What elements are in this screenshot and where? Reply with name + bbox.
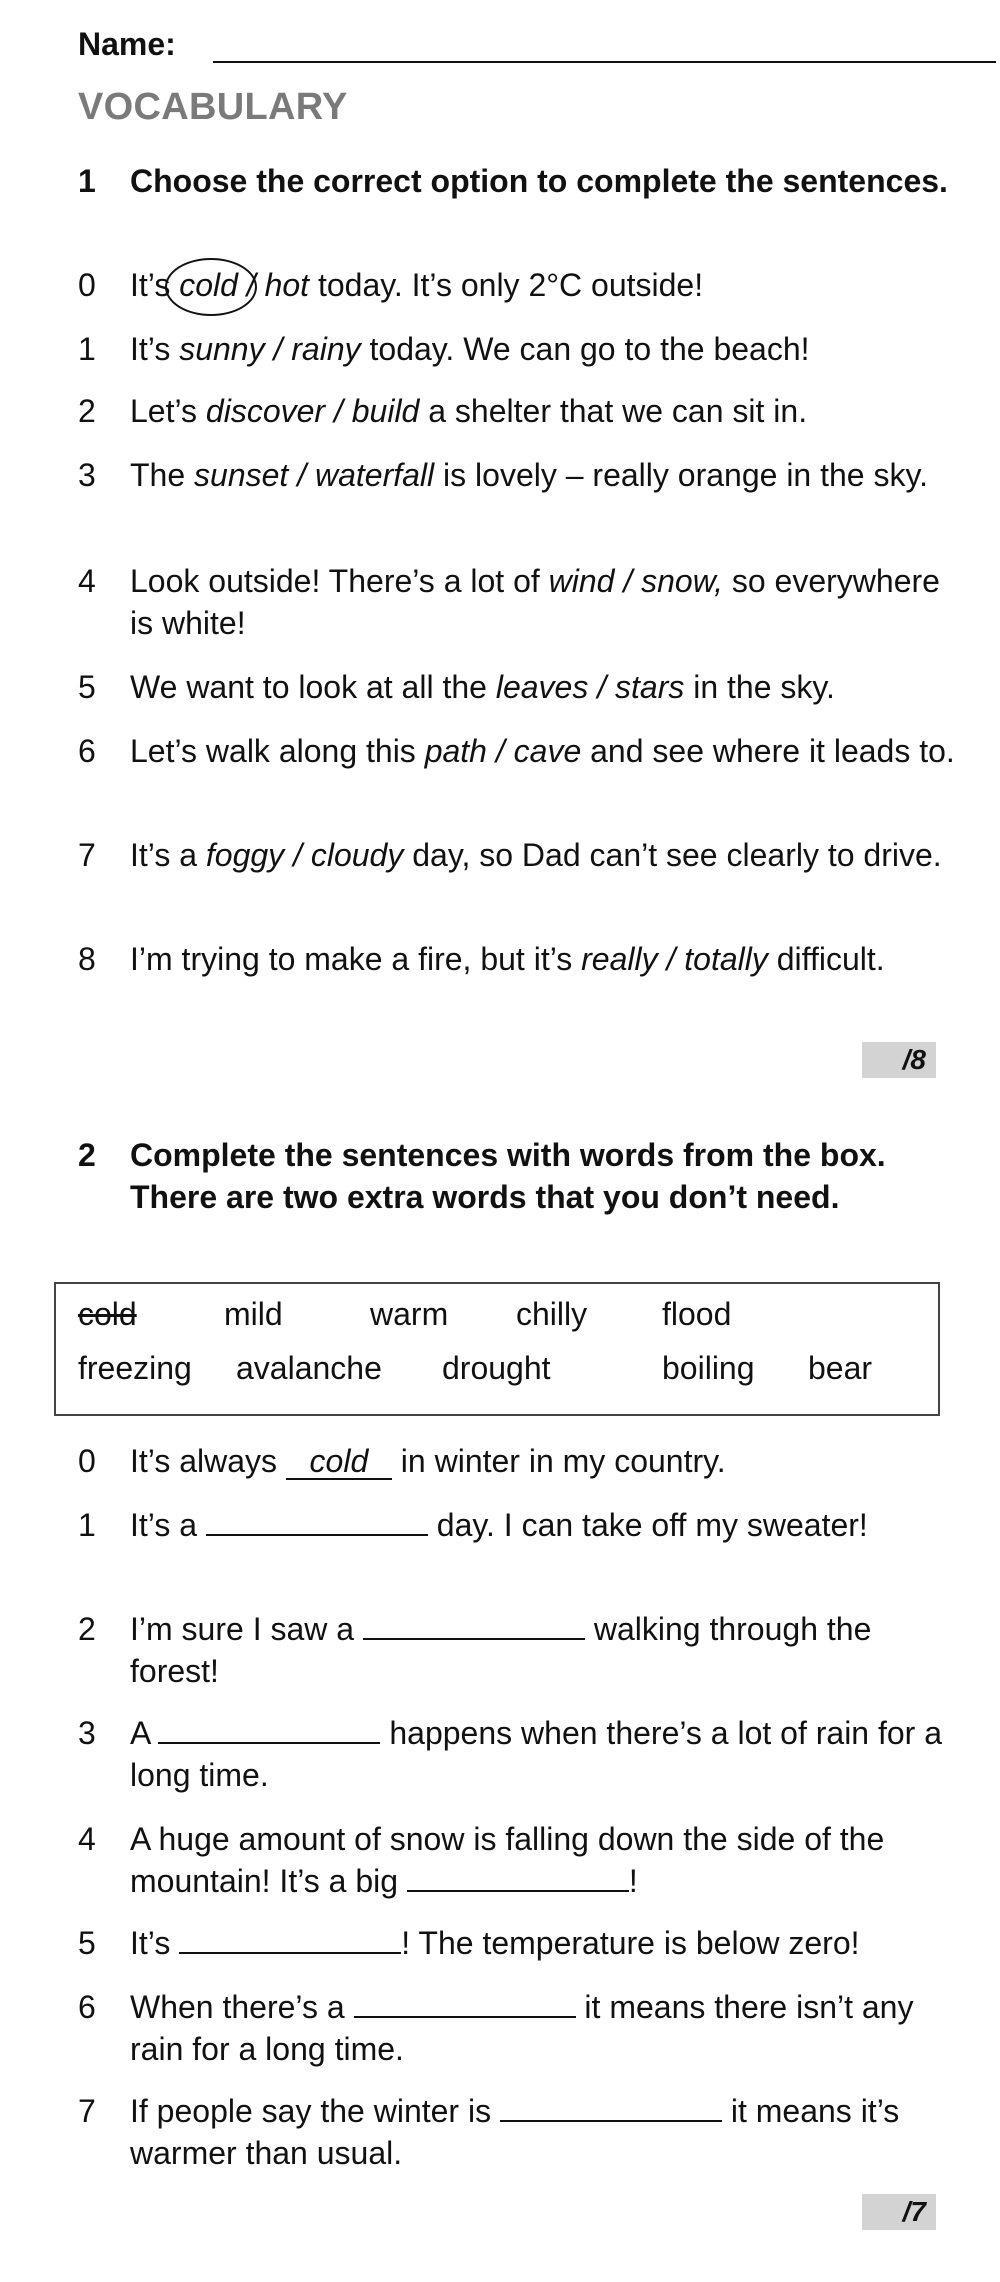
- instruction-text: Choose the correct option to complete the sentences.: [130, 163, 948, 199]
- ex1-item: 7 It’s a foggy / cloudy day, so Dad can’t see clearly to drive.: [78, 834, 958, 876]
- option-choice[interactable]: build: [351, 393, 420, 429]
- word-box-item: freezing: [78, 1350, 192, 1386]
- circled-answer: cold: [179, 264, 238, 306]
- ex2-item: 0 It’s always cold in winter in my country.: [78, 1440, 958, 1482]
- item-number: 6: [78, 1989, 96, 2025]
- item-number: 5: [78, 1925, 96, 1961]
- word-box-item: avalanche: [236, 1350, 382, 1386]
- item-number: 2: [78, 1611, 96, 1647]
- option-choice[interactable]: sunset: [194, 457, 289, 493]
- option-choice[interactable]: cloudy: [310, 837, 404, 873]
- ex1-item: 6 Let’s walk along this path / cave and see where it leads to.: [78, 730, 958, 772]
- option-choice[interactable]: totally: [684, 941, 768, 977]
- ex2-item: 3 A happens when there’s a lot of rain for a long time.: [78, 1712, 958, 1796]
- option-choice[interactable]: waterfall: [314, 457, 435, 493]
- item-number: 0: [78, 1443, 96, 1479]
- word-box-item: boiling: [662, 1350, 755, 1386]
- answer-blank[interactable]: [354, 1988, 576, 2018]
- answer-blank[interactable]: [363, 1610, 585, 1640]
- answer-blank[interactable]: [407, 1862, 629, 1892]
- option-choice[interactable]: rainy: [291, 331, 361, 367]
- option-choice[interactable]: cave: [513, 733, 582, 769]
- ex1-item: 3 The sunset / waterfall is lovely – really orange in the sky.: [78, 454, 958, 496]
- item-number: 7: [78, 2093, 96, 2129]
- item-number: 2: [78, 393, 96, 429]
- item-number: 1: [78, 1507, 96, 1543]
- exercise1-instruction: [78, 160, 958, 202]
- item-number: 0: [78, 267, 96, 303]
- word-box-item: mild: [224, 1296, 283, 1332]
- instruction-text: Complete the sentences with words from the box. There are two extra words that you don’t need.: [130, 1137, 886, 1215]
- option-choice[interactable]: wind: [548, 563, 615, 599]
- name-line: [213, 61, 996, 63]
- ex1-item: 1 It’s sunny / rainy today. We can go to the beach!: [78, 328, 958, 370]
- item-number: 6: [78, 733, 96, 769]
- item-number: 3: [78, 1715, 96, 1751]
- exercise-number: 1: [78, 163, 96, 199]
- word-box-item: bear: [808, 1350, 873, 1386]
- ex1-item: 4 Look outside! There’s a lot of wind / snow, so everywhere is white!: [78, 560, 958, 644]
- option-choice[interactable]: snow,: [641, 563, 723, 599]
- score-box: /8: [862, 1042, 936, 1078]
- option-choice[interactable]: path: [424, 733, 487, 769]
- option-choice[interactable]: foggy: [205, 837, 285, 873]
- item-number: 8: [78, 941, 96, 977]
- answer-blank[interactable]: [206, 1506, 428, 1536]
- score-box: /7: [862, 2194, 936, 2230]
- option-choice[interactable]: sunny: [179, 331, 265, 367]
- filled-answer: cold: [286, 1444, 392, 1480]
- word-box-item: warm: [370, 1296, 449, 1332]
- item-number: 7: [78, 837, 96, 873]
- ex1-item: 0 It’s cold / hot today. It’s only 2°C outside!: [78, 264, 958, 306]
- ex2-item: 4 A huge amount of snow is falling down the side of the mountain! It’s a big !: [78, 1818, 958, 1902]
- word-box-item: flood: [662, 1296, 732, 1332]
- section-title: VOCABULARY: [78, 86, 348, 128]
- name-row: [78, 26, 996, 72]
- item-number: 4: [78, 563, 96, 599]
- word-box-item: drought: [442, 1350, 551, 1386]
- word-box: [54, 1282, 940, 1416]
- word-box-item: cold: [78, 1296, 137, 1332]
- item-number: 1: [78, 331, 96, 367]
- exercise2-instruction: [78, 1134, 958, 1218]
- option-choice[interactable]: really: [581, 941, 658, 977]
- option-choice[interactable]: stars: [615, 669, 685, 705]
- word-box-item: chilly: [516, 1296, 588, 1332]
- ex2-item: 1 It’s a day. I can take off my sweater!: [78, 1504, 958, 1546]
- ex2-item: 6 When there’s a it means there isn’t any rain for a long time.: [78, 1986, 958, 2070]
- ex1-item: 5 We want to look at all the leaves / stars in the sky.: [78, 666, 958, 708]
- ex1-item: 2 Let’s discover / build a shelter that we can sit in.: [78, 390, 958, 432]
- answer-blank[interactable]: [158, 1714, 380, 1744]
- ex2-item: 2 I’m sure I saw a walking through the forest!: [78, 1608, 958, 1692]
- item-number: 3: [78, 457, 96, 493]
- option-choice[interactable]: discover: [205, 393, 326, 429]
- item-number: 5: [78, 669, 96, 705]
- ex1-item: 8 I’m trying to make a fire, but it’s really / totally difficult.: [78, 938, 958, 980]
- item-number: 4: [78, 1821, 96, 1857]
- option-choice[interactable]: leaves: [495, 669, 589, 705]
- name-label: Name:: [78, 26, 176, 62]
- ex2-item: 5 It’s ! The temperature is below zero!: [78, 1922, 958, 1964]
- answer-blank[interactable]: [500, 2092, 722, 2122]
- answer-blank[interactable]: [179, 1924, 401, 1954]
- exercise-number: 2: [78, 1137, 96, 1173]
- ex2-item: 7 If people say the winter is it means it’s warmer than usual.: [78, 2090, 958, 2174]
